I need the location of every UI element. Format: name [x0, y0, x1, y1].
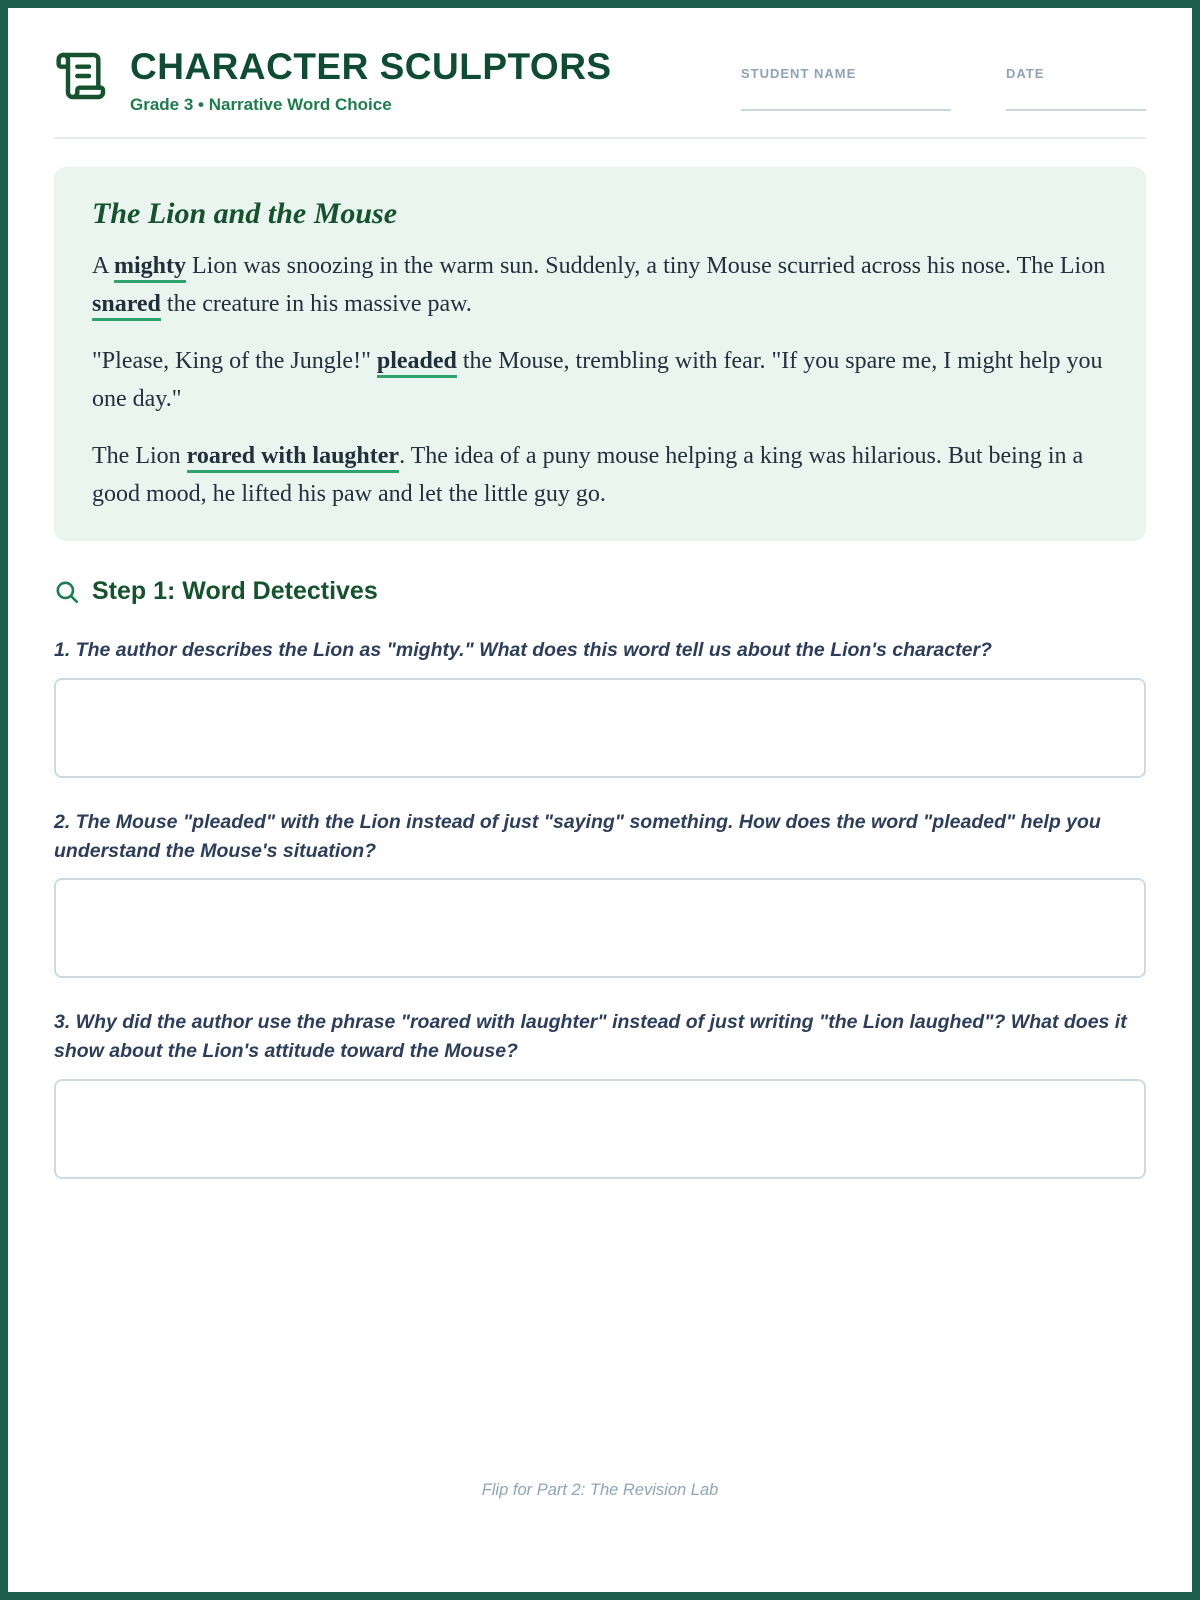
story-text: The Lion [92, 442, 187, 469]
story-text: A [92, 253, 115, 279]
scroll-icon [54, 48, 110, 104]
story-box [54, 167, 1146, 541]
story-paragraph [92, 437, 1108, 514]
story-text: Lion was snoozing in the warm sun. Suddenly, a tiny Mouse scurried across his nose. The Lion [186, 253, 1106, 279]
answer-box-2[interactable] [54, 878, 1146, 978]
story-text: "Please, King of the Jungle!" [92, 347, 377, 374]
student-name-input-line[interactable] [741, 81, 951, 111]
question-block-3 [54, 1008, 1146, 1179]
question-block-2 [54, 808, 1146, 979]
keyword-highlight: snared [92, 291, 161, 321]
story-text: . The idea of a puny mouse helping a king was hilarious. But being in a good mood, he lifted his paw and let the little guy go. [92, 442, 1084, 507]
story-text: the creature in his massive paw. [160, 291, 472, 318]
title-block [130, 46, 612, 115]
story-text: the Mouse, trembling with fear. "If you spare me, I might help you one day." [92, 347, 1103, 413]
story-paragraph [92, 247, 1108, 324]
search-icon [54, 579, 80, 605]
story-paragraphs [92, 247, 1108, 513]
student-name-label: STUDENT NAME [741, 66, 857, 81]
page-subtitle: Grade 3 • Narrative Word Choice [130, 95, 392, 114]
question-2-text: 2. The Mouse "pleaded" with the Lion instead of just "saying" something. How does the word "pleaded" help you understand the Mouse's situation? [54, 810, 1101, 862]
header [54, 46, 1146, 115]
date-input-line[interactable] [1006, 81, 1146, 111]
header-divider [54, 137, 1146, 139]
step1-section [54, 577, 1146, 1178]
keyword-highlight: roared with laughter [187, 443, 399, 473]
student-name-field [741, 66, 951, 111]
story-paragraph [92, 342, 1108, 419]
brand [54, 46, 612, 115]
story-title: The Lion and the Mouse [92, 197, 398, 230]
page-title: CHARACTER SCULPTORS [130, 46, 612, 87]
date-label: DATE [1006, 66, 1045, 81]
header-fields [741, 46, 1146, 111]
keyword-highlight: pleaded [377, 348, 457, 378]
step1-heading-row [54, 577, 1146, 606]
question-3-text: 3. Why did the author use the phrase "roared with laughter" instead of just writing "the Lion laughed"? What does it show about the Lion's attitude toward the Mouse? [54, 1011, 1127, 1063]
keyword-highlight: mighty [114, 253, 186, 283]
question-block-1 [54, 636, 1146, 777]
answer-box-1[interactable] [54, 678, 1146, 778]
footer-note: Flip for Part 2: The Revision Lab [481, 1481, 719, 1499]
question-1-text: 1. The author describes the Lion as "mighty." What does this word tell us about the Lion's character? [54, 639, 992, 662]
date-field [1006, 66, 1146, 111]
step1-heading: Step 1: Word Detectives [92, 577, 378, 606]
answer-box-3[interactable] [54, 1079, 1146, 1179]
